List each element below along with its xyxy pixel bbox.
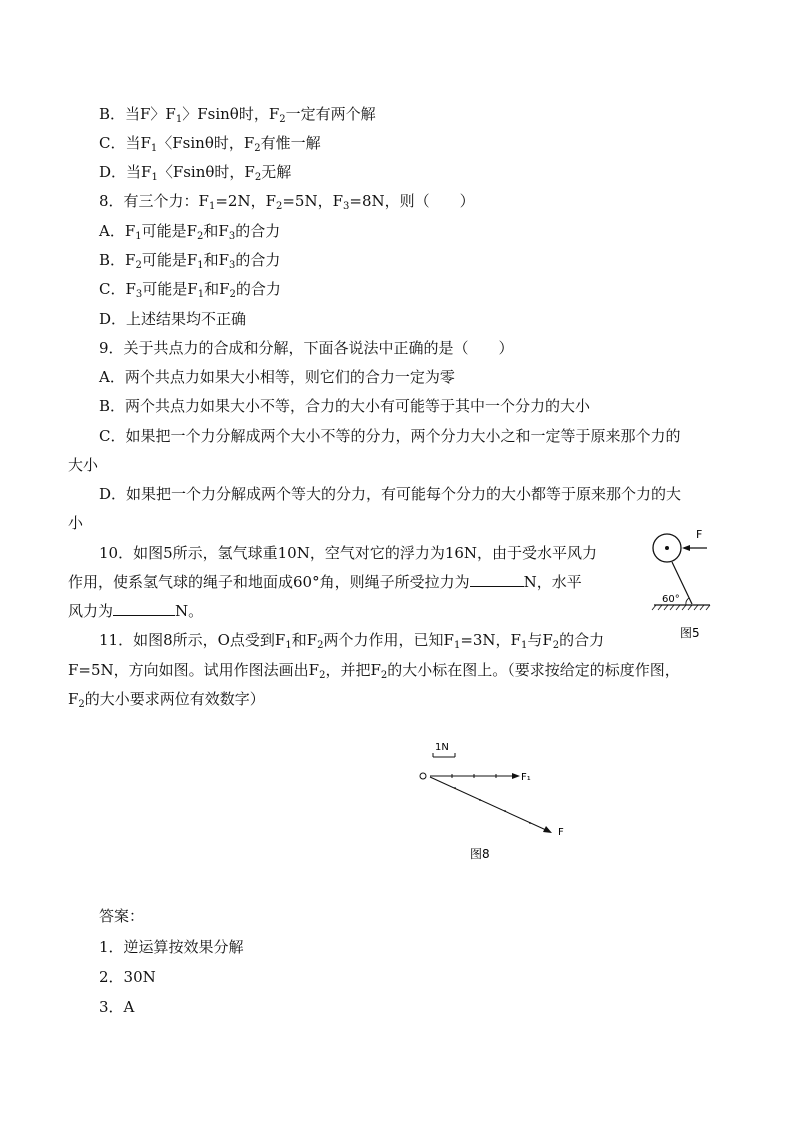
- fig8-scale-label: 1N: [435, 742, 449, 753]
- fig5-caption: 图5: [680, 626, 700, 640]
- answer-2: 2．30N: [99, 968, 156, 986]
- f-arrowhead: [543, 826, 552, 833]
- q8-stem: 8．有三个力：$F_1=2N$，$F_2=5N$，$F_3=8N$，则（ ）: [99, 192, 475, 212]
- scale-bar: [433, 753, 455, 757]
- q9-option-d-line1: D．如果把一个力分解成两个等大的分力，有可能每个分力的大小都等于原来那个力的大: [99, 485, 682, 503]
- answers-title: 答案：: [99, 907, 145, 925]
- answer-1: 1．逆运算按效果分解: [99, 938, 244, 956]
- q9-option-b: B．两个共点力如果大小不等，合力的大小有可能等于其中一个分力的大小: [99, 397, 591, 415]
- q9-option-d-line2: 小: [68, 514, 84, 532]
- balloon-center-dot: [665, 546, 669, 550]
- q8-option-a: A．$F_1$可能是$F_2$和$F_3$的合力: [99, 222, 281, 242]
- q11-line2: F=5N，方向如图。试用作图法画出$F_2$，并把$F_2$的大小标在图上。（要求按给定的标度作图，: [68, 661, 680, 681]
- q7-option-c: C．当$F_1$〈Fsinθ时，$F_2$有惟一解: [99, 134, 321, 154]
- q7-option-b: B．当F〉$F_1$〉Fsinθ时，$F_2$一定有两个解: [99, 105, 376, 125]
- q10-line1: 10．如图5所示，氢气球重10N，空气对它的浮力为16N，由于受水平风力: [99, 544, 598, 562]
- q11-line1: 11．如图8所示，O点受到$F_1$和$F_2$两个力作用，已知$F_1=3N$，$F_1$与$F_2$的合力: [99, 631, 605, 651]
- q8-option-b: B．$F_2$可能是$F_1$和$F_3$的合力: [99, 251, 281, 271]
- q9-stem: 9．关于共点力的合成和分解，下面各说法中正确的是（ ）: [99, 339, 514, 357]
- fig5-angle-label: 60°: [662, 594, 680, 605]
- angle-arc: [686, 598, 689, 605]
- ground-hatching: [652, 605, 710, 610]
- q9-option-c-line1: C．如果把一个力分解成两个大小不等的分力，两个分力大小之和一定等于原来那个力的: [99, 427, 681, 445]
- f-vector: [430, 777, 546, 830]
- wind-arrowhead: [682, 545, 690, 551]
- fig8-f-label: F: [558, 827, 564, 838]
- q11-line3: $F_2$的大小要求两位有效数字）: [68, 690, 265, 710]
- q7-option-d: D．当$F_1$〈Fsinθ时，$F_2$无解: [99, 163, 292, 183]
- q9-option-a: A．两个共点力如果大小相等，则它们的合力一定为零: [99, 368, 455, 386]
- q10-blank-tension[interactable]: [470, 572, 524, 587]
- f1-arrowhead: [512, 773, 520, 779]
- q10-blank-wind[interactable]: [113, 601, 175, 616]
- q8-option-c: C．$F_3$可能是$F_1$和$F_2$的合力: [99, 280, 281, 300]
- fig8-f1-label: F₁: [521, 772, 531, 783]
- fig8-caption: 图8: [470, 847, 490, 861]
- fig5-force-label: F: [696, 528, 703, 541]
- figure-8: [410, 735, 580, 865]
- q9-option-c-line2: 大小: [68, 456, 99, 474]
- q10-line2: 作用，使系氢气球的绳子和地面成60°角，则绳子所受拉力为 N，水平: [68, 573, 582, 591]
- q10-line3: 风力为 N。: [68, 602, 204, 620]
- answer-3: 3．A: [99, 998, 135, 1016]
- figure-5: [640, 522, 720, 644]
- q8-option-d: D．上述结果均不正确: [99, 310, 247, 328]
- origin-point-o: [420, 773, 426, 779]
